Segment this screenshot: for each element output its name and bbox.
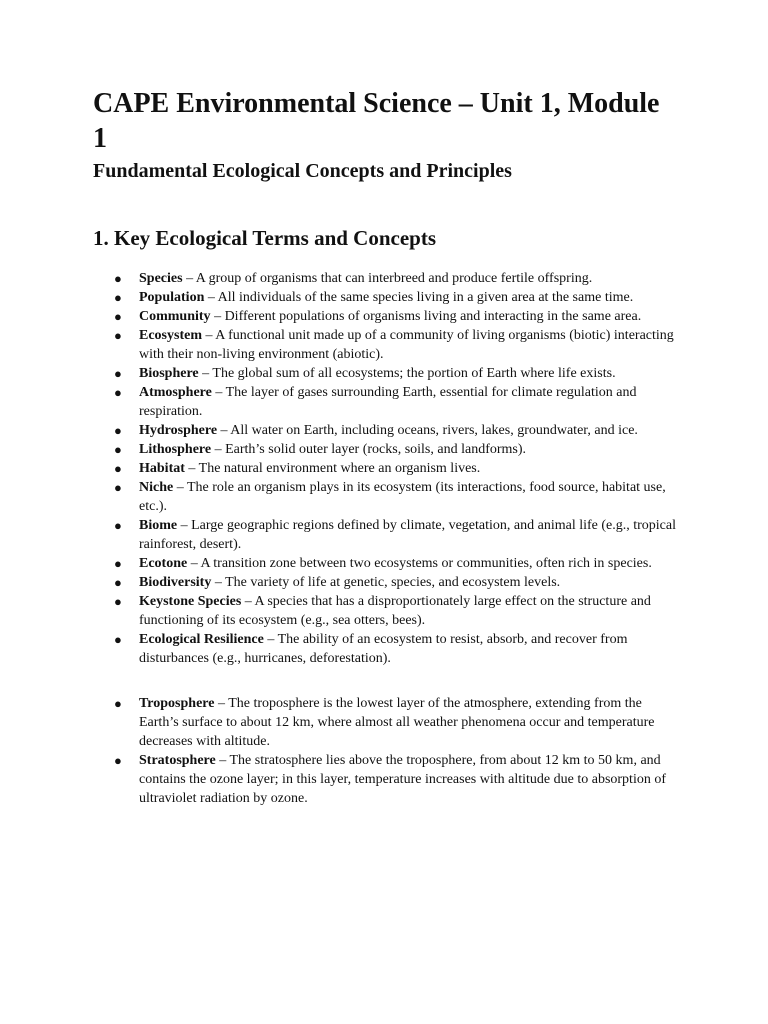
list-item: ● Niche – The role an organism plays in its ecosystem (its interactions, food source, habitat use, etc.). [114,480,666,514]
bullet-icon: ● [114,461,122,476]
term-name: Hydrosphere [139,423,218,438]
bullet-icon: ● [114,594,122,609]
term-definition: The global sum of all ecosystems; the portion of Earth where life exists. [212,366,616,381]
term-name: Lithosphere [139,442,212,457]
term-definition: The troposphere is the lowest layer of the atmosphere, extending from the Earth’s surface to about 12 km, where almost all weather phenomena occur and temperature decreases with altitude. [139,696,655,749]
list-item: ● Species – A group of organisms that can interbreed and produce fertile offspring. [114,271,593,286]
list-item: ● Ecological Resilience – The ability of an ecosystem to resist, absorb, and recover from disturbances (e.g., hurricanes, deforestation). [114,632,628,666]
bullet-icon: ● [114,696,122,711]
term-name: Atmosphere [139,385,212,400]
list-item: ● Keystone Species – A species that has a disproportionately large effect on the structure and functioning of its ecosystem (e.g., sea otters, bees). [114,594,651,628]
term-name: Community [139,309,211,324]
bullet-icon: ● [114,575,122,590]
bullet-icon: ● [114,556,122,571]
document-subtitle: Fundamental Ecological Concepts and Principles [93,160,512,182]
list-item: ● Ecotone – A transition zone between two ecosystems or communities, often rich in species. [114,556,652,571]
key-terms-list [93,269,678,668]
term-definition: The role an organism plays in its ecosystem (its interactions, food source, habitat use, etc.). [139,480,666,514]
list-item: ● Habitat – The natural environment where an organism lives. [114,461,481,476]
list-item: ● Stratosphere – The stratosphere lies above the troposphere, from about 12 km to 50 km, and contains the ozone layer; in this layer, temperature increases with altitude due to absorption of ultraviolet radiation by ozone. [114,753,666,806]
term-name: Ecosystem [139,328,202,343]
list-item: ● Lithosphere – Earth’s solid outer layer (rocks, soils, and landforms). [114,442,527,457]
term-definition: A species that has a disproportionately large effect on the structure and functioning of its ecosystem (e.g., sea otters, bees). [139,594,651,628]
bullet-icon: ● [114,423,122,438]
bullet-icon: ● [114,518,122,533]
list-item: ● Hydrosphere – All water on Earth, including oceans, rivers, lakes, groundwater, and ice. [114,423,638,438]
list-item: ● Community – Different populations of organisms living and interacting in the same area. [114,309,642,324]
term-name: Troposphere [139,696,215,711]
bullet-icon: ● [114,290,122,305]
term-definition: All water on Earth, including oceans, rivers, lakes, groundwater, and ice. [230,423,638,438]
bullet-icon: ● [114,480,122,495]
list-item: ● Biosphere – The global sum of all ecosystems; the portion of Earth where life exists. [114,366,616,381]
term-definition: All individuals of the same species living in a given area at the same time. [217,290,634,305]
term-definition: A group of organisms that can interbreed and produce fertile offspring. [195,271,593,286]
term-name: Biome [139,518,178,533]
term-definition: A functional unit made up of a community of living organisms (biotic) interacting with their non-living environment (abiotic). [139,328,674,362]
term-definition: The variety of life at genetic, species, and ecosystem levels. [225,575,561,590]
term-name: Stratosphere [139,753,216,768]
document-title: CAPE Environmental Science – Unit 1, Module 1 [93,88,660,154]
bullet-icon: ● [114,271,122,286]
bullet-icon: ● [114,366,122,381]
section-heading: 1. Key Ecological Terms and Concepts [93,226,437,250]
term-name: Biosphere [139,366,199,381]
list-item: ● Population – All individuals of the same species living in a given area at the same time. [114,290,634,305]
bullet-icon: ● [114,328,122,343]
term-definition: Different populations of organisms living and interacting in the same area. [224,309,642,324]
list-item: ● Biodiversity – The variety of life at genetic, species, and ecosystem levels. [114,575,561,590]
list-item: ● Biome – Large geographic regions defined by climate, vegetation, and animal life (e.g., tropical rainforest, desert). [114,518,676,552]
term-name: Ecological Resilience [139,632,264,647]
term-definition: Large geographic regions defined by climate, vegetation, and animal life (e.g., tropical rainforest, desert). [139,518,676,552]
term-definition: Earth’s solid outer layer (rocks, soils, and landforms). [225,442,527,457]
term-name: Ecotone [139,556,188,571]
term-name: Keystone Species [139,594,242,609]
term-name: Niche [139,480,174,495]
bullet-icon: ● [114,632,122,647]
term-definition: The layer of gases surrounding Earth, essential for climate regulation and respiration. [139,385,637,419]
bullet-icon: ● [114,753,122,768]
term-definition: The ability of an ecosystem to resist, absorb, and recover from disturbances (e.g., hurricanes, deforestation). [139,632,628,666]
bullet-icon: ● [114,442,122,457]
list-item: ● Ecosystem – A functional unit made up of a community of living organisms (biotic) interacting with their non-living environment (abiotic). [114,328,674,362]
term-name: Biodiversity [139,575,212,590]
bullet-icon: ● [114,309,122,324]
term-definition: The natural environment where an organism lives. [198,461,481,476]
list-item: ● Atmosphere – The layer of gases surrounding Earth, essential for climate regulation and respiration. [114,385,637,419]
atmosphere-layers-list [93,694,678,808]
term-definition: The stratosphere lies above the troposphere, from about 12 km to 50 km, and contains the ozone layer; in this layer, temperature increases with altitude due to absorption of ultraviolet radiation by ozone. [139,753,666,806]
term-name: Population [139,290,205,305]
term-name: Habitat [139,461,185,476]
list-item: ● Troposphere – The troposphere is the lowest layer of the atmosphere, extending from the Earth’s surface to about 12 km, where almost all weather phenomena occur and temperature decreases with altitude. [114,696,655,749]
term-definition: A transition zone between two ecosystems or communities, often rich in species. [200,556,652,571]
term-name: Species [139,271,183,286]
bullet-icon: ● [114,385,122,400]
